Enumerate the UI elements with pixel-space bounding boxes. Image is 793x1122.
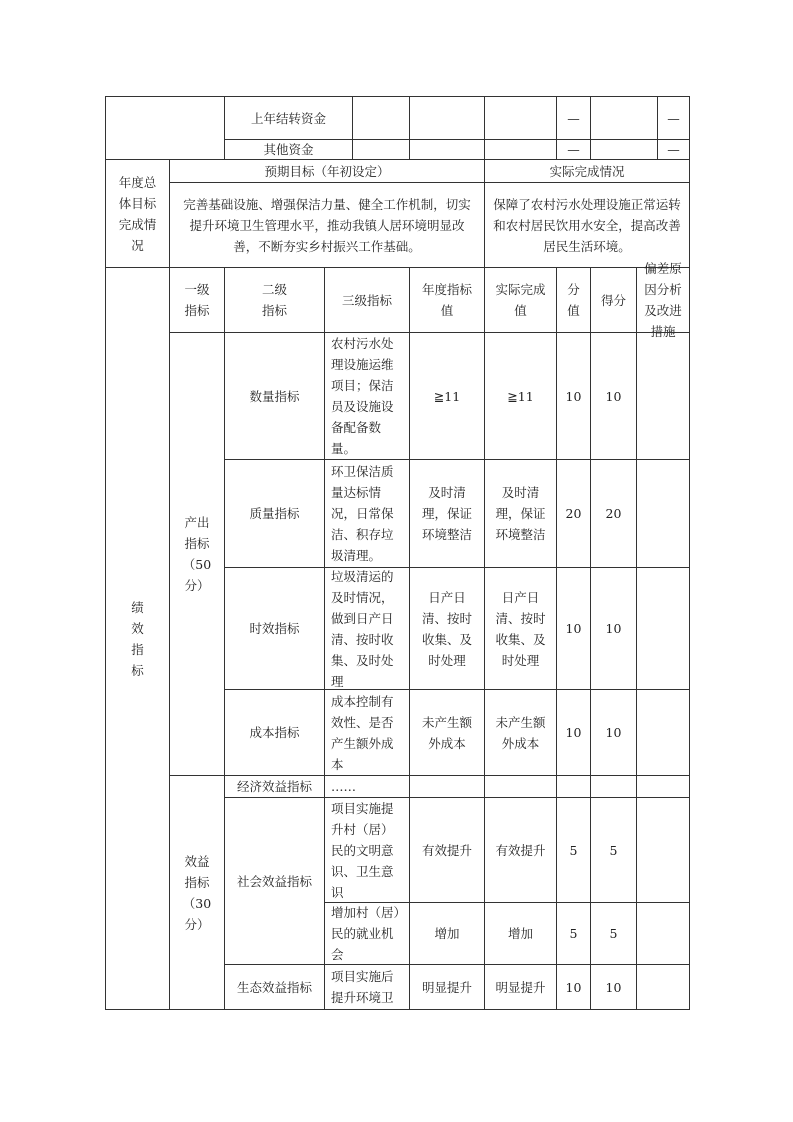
- dash: —: [657, 139, 690, 160]
- header-deviation: 偏差原因分析及改进措施: [636, 267, 690, 333]
- actual-cell: [484, 775, 557, 798]
- points-cell: [556, 775, 591, 798]
- score-cell: 10: [590, 689, 637, 776]
- level3-cell: 成本控制有效性、是否产生额外成本: [324, 689, 410, 776]
- score-cell: 10: [590, 964, 637, 1010]
- expected-text: 完善基础设施、增强保洁力量、健全工作机制，切实提升环境卫生管理水平，推动我镇人居环境明显改善，不断夯实乡村振兴工作基础。: [169, 182, 485, 268]
- deviation-cell: [636, 332, 690, 460]
- actual-header: 实际完成情况: [484, 159, 690, 183]
- actual-cell: 明显提升: [484, 964, 557, 1010]
- level3-cell: 农村污水处理设施运维项目；保洁员及设施设备配备数量。: [324, 332, 410, 460]
- dash: —: [556, 96, 591, 140]
- cell: [484, 96, 557, 140]
- level2-cell: 质量指标: [224, 459, 325, 568]
- level3-cell: 增加村（居）民的就业机会: [324, 902, 410, 965]
- dash: —: [657, 96, 690, 140]
- header-level1: 一级指标: [169, 267, 225, 333]
- header-level3: 三级指标: [324, 267, 410, 333]
- actual-cell: 有效提升: [484, 797, 557, 903]
- level2-cell: 社会效益指标: [224, 797, 325, 965]
- header-score: 得分: [590, 267, 637, 333]
- score-cell: 10: [590, 567, 637, 690]
- actual-cell: 未产生额外成本: [484, 689, 557, 776]
- score-cell: 10: [590, 332, 637, 460]
- cell: [409, 96, 485, 140]
- actual-cell: 及时清理，保证环境整洁: [484, 459, 557, 568]
- cell: [590, 139, 658, 160]
- target-cell: [409, 775, 485, 798]
- cell: [352, 139, 410, 160]
- target-cell: ≧11: [409, 332, 485, 460]
- header-target: 年度指标值: [409, 267, 485, 333]
- points-cell: 10: [556, 964, 591, 1010]
- target-cell: 及时清理，保证环境整洁: [409, 459, 485, 568]
- cell: [409, 139, 485, 160]
- actual-text: 保障了农村污水处理设施正常运转和农村居民饮用水安全，提高改善居民生活环境。: [484, 182, 690, 268]
- level2-cell: 成本指标: [224, 689, 325, 776]
- actual-cell: ≧11: [484, 332, 557, 460]
- points-cell: 5: [556, 902, 591, 965]
- points-cell: 10: [556, 689, 591, 776]
- dash: —: [556, 139, 591, 160]
- actual-cell: 日产日清、按时收集、及时处理: [484, 567, 557, 690]
- level3-cell: 项目实施提升村（居）民的文明意识、卫生意识: [324, 797, 410, 903]
- other-funds-label: 其他资金: [224, 139, 353, 160]
- score-cell: [590, 775, 637, 798]
- deviation-cell: [636, 902, 690, 965]
- deviation-cell: [636, 689, 690, 776]
- level3-cell: 项目实施后提升环境卫: [324, 964, 410, 1010]
- level3-cell: 垃圾清运的及时情况，做到日产日清、按时收集、及时处理: [324, 567, 410, 690]
- target-cell: 明显提升: [409, 964, 485, 1010]
- points-cell: 5: [556, 797, 591, 903]
- target-cell: 增加: [409, 902, 485, 965]
- deviation-cell: [636, 797, 690, 903]
- header-level2: 二级指标: [224, 267, 325, 333]
- carryover-label: 上年结转资金: [224, 96, 353, 140]
- score-cell: 20: [590, 459, 637, 568]
- points-cell: 10: [556, 567, 591, 690]
- deviation-cell: [636, 775, 690, 798]
- header-actual: 实际完成值: [484, 267, 557, 333]
- points-cell: 20: [556, 459, 591, 568]
- header-points: 分值: [556, 267, 591, 333]
- cell: [590, 96, 658, 140]
- level2-cell: 经济效益指标: [224, 775, 325, 798]
- target-cell: 未产生额外成本: [409, 689, 485, 776]
- level2-cell: 生态效益指标: [224, 964, 325, 1010]
- score-cell: 5: [590, 902, 637, 965]
- deviation-cell: [636, 964, 690, 1010]
- expected-header: 预期目标（年初设定）: [169, 159, 485, 183]
- level3-cell: ……: [324, 775, 410, 798]
- cell: [352, 96, 410, 140]
- level2-cell: 数量指标: [224, 332, 325, 460]
- target-cell: 日产日清、按时收集、及时处理: [409, 567, 485, 690]
- level3-cell: 环卫保洁质量达标情况，日常保洁、积存垃圾清理。: [324, 459, 410, 568]
- target-cell: 有效提升: [409, 797, 485, 903]
- points-cell: 10: [556, 332, 591, 460]
- deviation-cell: [636, 459, 690, 568]
- deviation-cell: [636, 567, 690, 690]
- performance-label: 绩效指标: [105, 267, 170, 1010]
- level2-cell: 时效指标: [224, 567, 325, 690]
- cell: [484, 139, 557, 160]
- benefit-indicator-label: 效益指标（30分）: [169, 775, 225, 1010]
- output-indicator-label: 产出指标（50分）: [169, 332, 225, 776]
- empty-cell: [105, 96, 225, 160]
- annual-goal-label: 年度总体目标完成情况: [105, 159, 170, 268]
- actual-cell: 增加: [484, 902, 557, 965]
- score-cell: 5: [590, 797, 637, 903]
